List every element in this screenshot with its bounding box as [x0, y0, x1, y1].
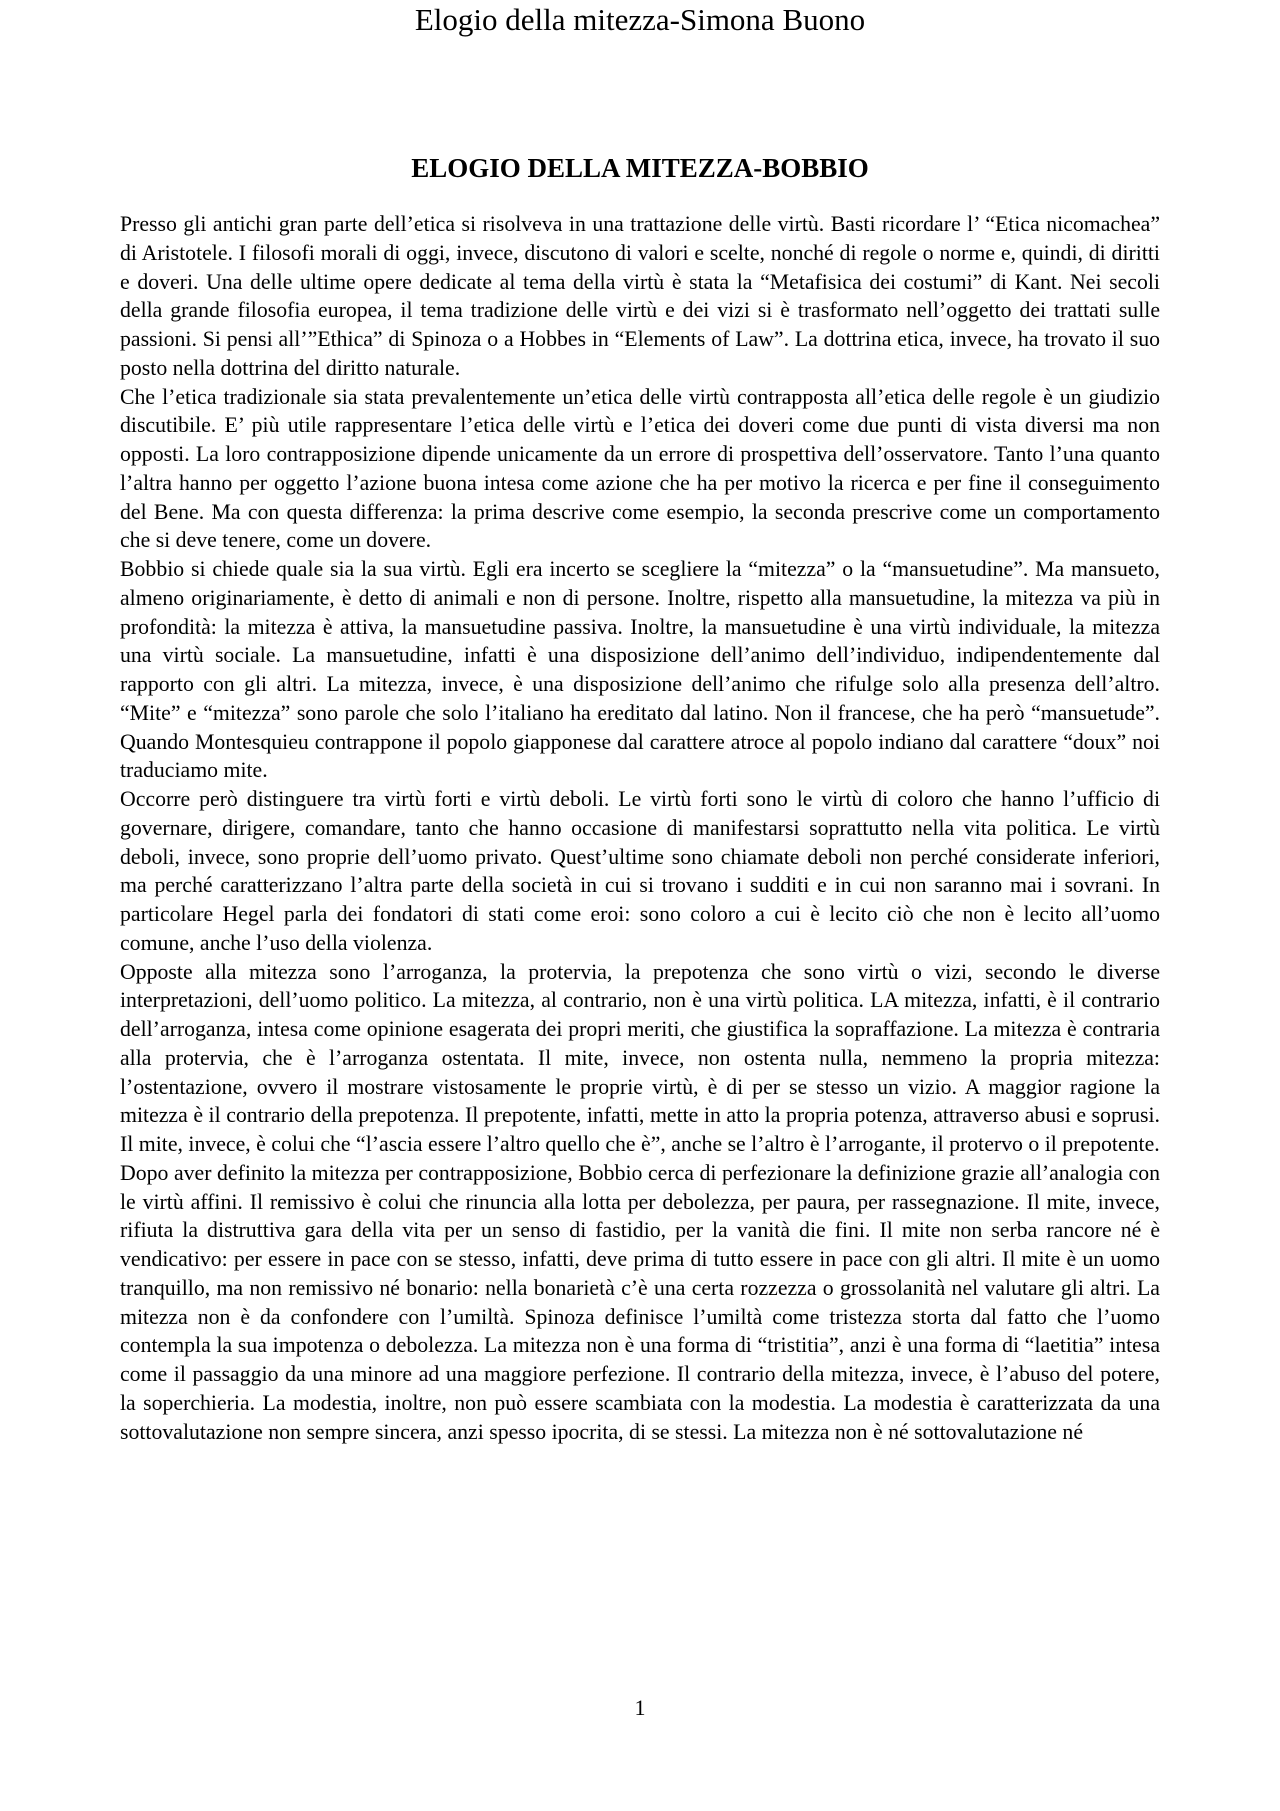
running-header: Elogio della mitezza-Simona Buono [414, 2, 866, 37]
paragraph-4: Occorre però distinguere tra virtù forti e virtù deboli. Le virtù forti sono le virtù di coloro che hanno l’ufficio di governare, dirigere, comandare, tanto che hanno occasione di manifestarsi soprattutto nella vita politica. Le virtù deboli, invece, sono proprie dell’uomo privato. Quest’ultime sono chiamate deboli non perché considerate inferiori, ma perché caratterizzano l’altra parte della società in cui si trovano i sudditi e in cui non saranno mai i sovrani. In particolare Hegel parla dei fondatori di stati come eroi: sono coloro a cui è lecito ciò che non è lecito all’uomo comune, anche l’uso della violenza. [120, 787, 1160, 955]
paragraph-3: Bobbio si chiede quale sia la sua virtù. Egli era incerto se scegliere la “mitezza” o la “mansuetudine”. Ma mansueto, almeno originariamente, è detto di animali e non di persone. Inoltre, rispetto alla mansuetudine, la mitezza va più in profondità: la mitezza è attiva, la mansuetudine passiva. Inoltre, la mansuetudine è una virtù individuale, la mitezza una virtù sociale. La mansuetudine, infatti è una disposizione dell’animo dell’individuo, indipendentemente dal rapporto con gli altri. La mitezza, invece, è una disposizione dell’animo che rifulge solo alla presenza dell’altro. “Mite” e “mitezza” sono parole che solo l’italiano ha ereditato dal latino. Non il francese, che ha però “mansuetude”. Quando Montesquieu contrappone il popolo giapponese dal carattere atroce al popolo indiano dal carattere “doux” noi traduciamo mite. [120, 557, 1160, 783]
paragraph-1: Presso gli antichi gran parte dell’etica si risolveva in una trattazione delle virtù. Basti ricordare l’ “Etica nicomachea” di Aristotele. I filosofi morali di oggi, invece, discutono di valori e scelte, nonché di regole o norme e, quindi, di diritti e doveri. Una delle ultime opere dedicate al tema della virtù è stata la “Metafisica dei costumi” di Kant. Nei secoli della grande filosofia europea, il tema tradizione delle virtù e dei vizi si è trasformato nell’oggetto dei trattati sulle passioni. Si pensi all’”Ethica” di Spinoza o a Hobbes in “Elements of Law”. La dottrina etica, invece, ha trovato il suo posto nella dottrina del diritto naturale. [120, 212, 1160, 380]
page-number: 1 [634, 1695, 646, 1720]
document-body [120, 210, 1160, 1446]
paragraph-6: Dopo aver definito la mitezza per contrapposizione, Bobbio cerca di perfezionare la definizione grazie all’analogia con le virtù affini. Il remissivo è colui che rinuncia alla lotta per debolezza, per paura, per rassegnazione. Il mite, invece, rifiuta la distruttiva gara della vita per un senso di fastidio, per la vanità die fini. Il mite non serba rancore né è vendicativo: per essere in pace con se stesso, infatti, deve prima di tutto essere in pace con gli altri. Il mite è un uomo tranquillo, ma non remissivo né bonario: nella bonarietà c’è una certa rozzezza o grossolanità nel valutare gli altri. La mitezza non è da confondere con l’umiltà. Spinoza definisce l’umiltà come tristezza storta dal fatto che l’uomo contempla la sua impotenza o debolezza. La mitezza non è una forma di “tristitia”, anzi è una forma di “laetitia” intesa come il passaggio da una minore ad una maggiore perfezione. Il contrario della mitezza, invece, è l’abuso del potere, la soperchieria. La modestia, inoltre, non può essere scambiata con la modestia. La modestia è caratterizzata da una sottovalutazione non sempre sincera, anzi spesso ipocrita, di se stessi. La mitezza non è né sottovalutazione né [120, 1160, 1160, 1444]
paragraph-5: Opposte alla mitezza sono l’arroganza, la protervia, la prepotenza che sono virtù o vizi, secondo le diverse interpretazioni, dell’uomo politico. La mitezza, al contrario, non è una virtù politica. LA mitezza, infatti, è il contrario dell’arroganza, intesa come opinione esagerata dei propri meriti, che giustifica la sopraffazione. La mitezza è contraria alla protervia, che è l’arroganza ostentata. Il mite, invece, non ostenta nulla, nemmeno la propria mitezza: l’ostentazione, ovvero il mostrare vistosamente le proprie virtù, è di per se stesso un vizio. A maggior ragione la mitezza è il contrario della prepotenza. Il prepotente, infatti, mette in atto la propria potenza, attraverso abusi e soprusi. Il mite, invece, è colui che “l’ascia essere l’altro quello che è”, anche se l’altro è l’arrogante, il protervo o il prepotente. [120, 959, 1160, 1156]
paragraph-2: Che l’etica tradizionale sia stata prevalentemente un’etica delle virtù contrapposta all’etica delle regole è un giudizio discutibile. E’ più utile rappresentare l’etica delle virtù e l’etica dei doveri come due punti di vista diversi ma non opposti. La loro contrapposizione dipende unicamente da un errore di prospettiva dell’osservatore. Tanto l’una quanto l’altra hanno per oggetto l’azione buona intesa come azione che ha per motivo la ricerca e per fine il conseguimento del Bene. Ma con questa differenza: la prima descrive come esempio, la seconda prescrive come un comportamento che si deve tenere, come un dovere. [120, 384, 1160, 553]
document-title: ELOGIO DELLA MITEZZA-BOBBIO [411, 153, 869, 183]
